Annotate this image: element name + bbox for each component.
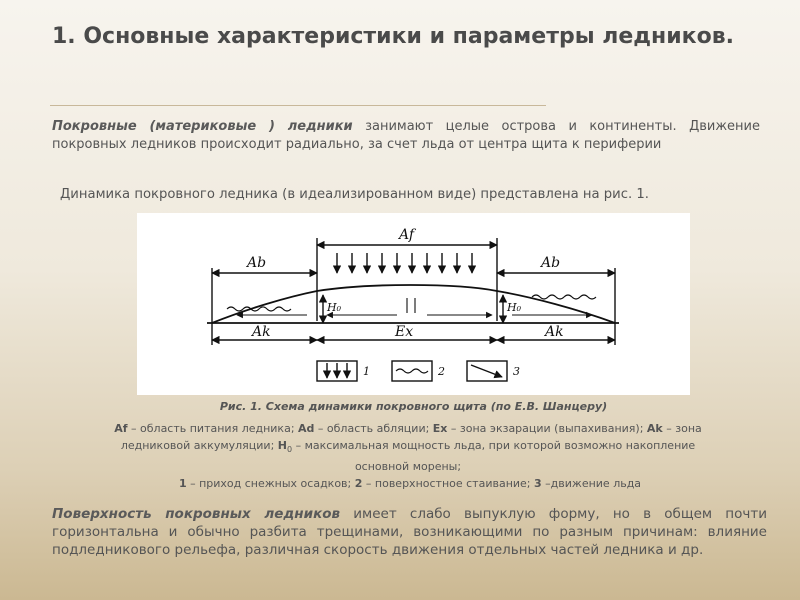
surface-term: Поверхность покровных ледников <box>52 506 341 522</box>
legend-num-2: 2 <box>438 365 445 378</box>
label-ex: Ex <box>395 324 414 340</box>
label-af: Af <box>399 227 415 243</box>
surface-text: имеет слабо выпуклую форму, но в общем почти горизонтальна и обычно разбита трещинами, возникающими по разным причинам: влияние подледникового рельефа, различная скорость движения отдельных частей ледника и др. <box>52 506 767 558</box>
label-ak-left: Ak <box>252 324 271 340</box>
label-ab-right: Ab <box>541 255 561 271</box>
figure-legend: Af – область питания ледника; Ad – область абляции; Ex – зона экзарации (выпахивания); Ak – зона ледниковой аккумуляции; $H_0$ – максимальная мощность льда, при которой возможно накопление основной морены; <box>114 422 702 474</box>
surface-paragraph <box>52 505 767 559</box>
glacier-surface <box>212 285 615 323</box>
figure-caption: Рис. 1. Схема динамики покровного щита (по Е.В. Шанцеру) <box>219 400 608 413</box>
label-h0-right: H₀ <box>507 301 522 314</box>
label-ab-left: Ab <box>247 255 267 271</box>
legend-num-3: 3 <box>513 365 520 378</box>
melt-right <box>532 295 596 299</box>
title-divider <box>50 105 546 106</box>
figure-reference: Динамика покровного ледника (в идеализированном виде) представлена на рис. 1. <box>60 187 649 202</box>
glacier-diagram <box>137 213 690 395</box>
glacier-dynamics-figure <box>137 213 690 395</box>
melt-left <box>227 307 291 311</box>
intro-text: занимают целые острова и континенты. Движение покровных ледников происходит радиально, за счет льда от центра щита к периферии <box>52 119 760 152</box>
legend-key: 1 – приход снежных осадков; 2 – поверхностное стаивание; 3 –движение льда <box>178 477 642 490</box>
intro-paragraph <box>52 118 760 153</box>
page-title: 1. Основные характеристики и параметры ледников. <box>52 24 734 49</box>
intro-term: Покровные (материковые ) ледники <box>52 119 353 134</box>
label-ak-right: Ak <box>545 324 564 340</box>
label-h0-left: H₀ <box>327 301 342 314</box>
snowfall-arrows <box>337 253 472 273</box>
legend-num-1: 1 <box>363 365 370 378</box>
